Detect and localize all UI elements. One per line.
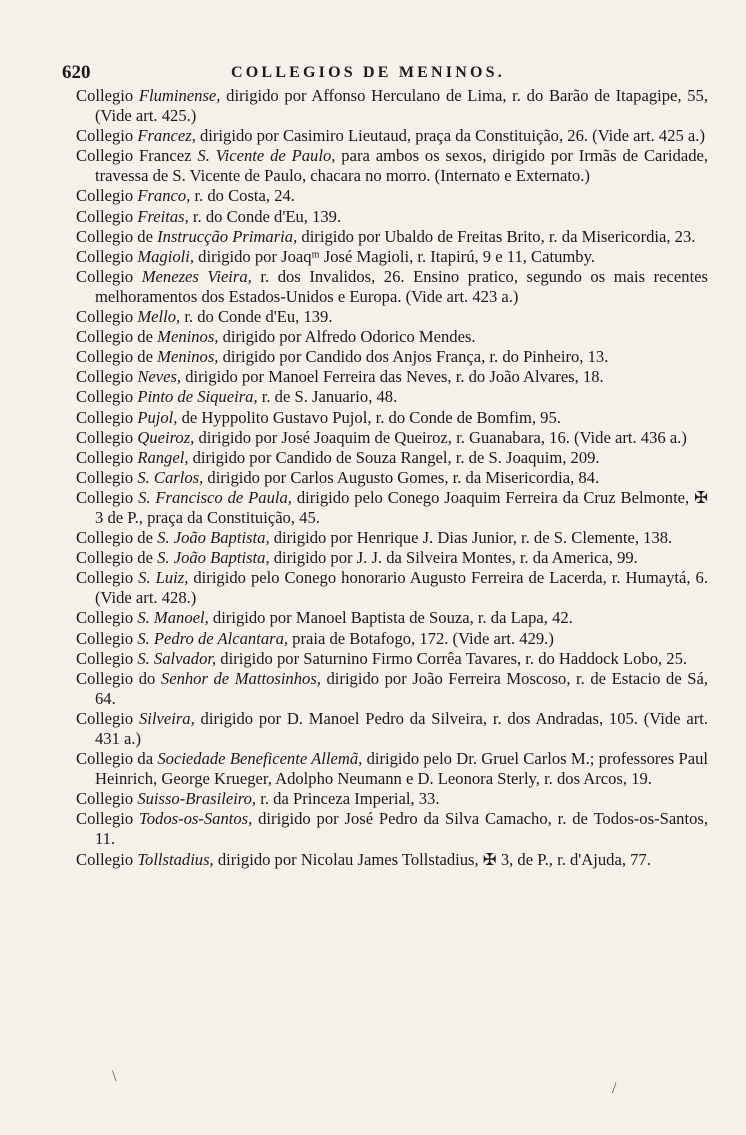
entry-details: dirigido por Alfredo Odorico Mendes. xyxy=(218,327,476,347)
entry-lead: Collegio xyxy=(76,648,138,668)
list-item xyxy=(76,327,708,347)
list-item xyxy=(76,86,708,126)
entry-name: S. João Baptista, xyxy=(157,548,270,568)
entry-details: dirigido por D. Manoel Pedro da Silveira, r. dos Andradas, 105. (Vide art. 431 a.) xyxy=(95,708,708,748)
entry-lead: Collegio xyxy=(76,628,138,648)
entry-lead: Collegio de xyxy=(76,327,158,347)
entry-details: dirigido por José Joaquim de Queiroz, r. Guanabara, 16. (Vide art. 436 a.) xyxy=(194,427,687,447)
entry-name: Franco, xyxy=(137,186,191,206)
entry-details: dirigido por Manoel Ferreira das Neves, r. do João Alvares, 18. xyxy=(181,367,604,387)
entry-lead: Collegio xyxy=(76,487,139,507)
entry-lead: Collegio xyxy=(76,809,140,829)
list-item xyxy=(76,568,708,608)
entry-details: r. dos Invalidos, 26. Ensino pratico, segundo os mais recentes melhoramentos dos Estados-Unidos e Europa. (Vide art. 423 a.) xyxy=(95,266,709,306)
entry-details: dirigido por Manoel Baptista de Souza, r. da Lapa, 42. xyxy=(208,608,573,628)
list-item xyxy=(76,428,708,448)
entry-name: S. Vicente de Paulo, xyxy=(197,146,336,166)
entry-name: Pujol, xyxy=(137,407,178,427)
stray-ink-mark: / xyxy=(612,1080,617,1097)
entry-details: r. de S. Januario, 48. xyxy=(257,387,398,407)
entry-lead: Collegio xyxy=(76,246,138,266)
stray-ink-mark: \ xyxy=(112,1068,117,1085)
entry-lead: Collegio xyxy=(76,266,142,286)
list-item xyxy=(76,408,708,428)
list-item xyxy=(76,207,708,227)
entry-lead: Collegio de xyxy=(76,347,158,367)
list-item xyxy=(76,468,708,488)
entry-details: dirigido por Ubaldo de Freitas Brito, r. da Misericordia, 23. xyxy=(297,226,696,246)
entry-lead: Collegio xyxy=(76,307,138,327)
entry-lead: Collegio xyxy=(76,427,138,447)
entry-details: dirigido por Nicolau James Tollstadius, ✠ 3, de P., r. d'Ajuda, 77. xyxy=(213,849,651,869)
list-item xyxy=(76,649,708,669)
entry-name: Todos-os-Santos, xyxy=(139,809,253,829)
entry-name: Sociedade Beneficente Allemã, xyxy=(157,749,363,769)
list-item xyxy=(76,528,708,548)
entry-details: dirigido pelo Dr. Gruel Carlos M.; professores Paul Heinrich, George Krueger, Adolpho Neumann e D. Leonora Sterly, r. dos Arcos, 19. xyxy=(95,749,708,789)
entry-name: Senhor de Mattosinhos, xyxy=(160,668,321,688)
entry-details: dirigido por Candido dos Anjos França, r. do Pinheiro, 13. xyxy=(218,347,609,367)
list-item xyxy=(76,448,708,468)
entry-name: Meninos, xyxy=(157,347,219,367)
entry-name: Instrucção Primaria, xyxy=(157,226,298,246)
list-item xyxy=(76,146,708,186)
entry-lead: Collegio xyxy=(76,126,138,146)
entry-lead: Collegio xyxy=(76,387,138,407)
entry-name: Suisso-Brasileiro, xyxy=(137,789,257,809)
list-item xyxy=(76,488,708,528)
entry-name: Freitas, xyxy=(137,206,189,226)
entry-details: dirigido pelo Conego Joaquim Ferreira da Cruz Belmonte, ✠ 3 de P., praça da Constituição, 45. xyxy=(95,487,708,527)
entry-lead: Collegio xyxy=(76,86,139,105)
list-item xyxy=(76,608,708,628)
list-item xyxy=(76,709,708,749)
entry-details: dirigido pelo Conego honorario Augusto Ferreira de Lacerda, r. Humaytá, 6. (Vide art. 428.) xyxy=(95,568,708,608)
entry-lead: Collegio xyxy=(76,789,138,809)
entry-name: Pinto de Siqueira, xyxy=(137,387,258,407)
entry-details: r. do Conde d'Eu, 139. xyxy=(180,307,333,327)
entry-details: dirigido por Candido de Souza Rangel, r. de S. Joaquim, 209. xyxy=(188,447,600,467)
entry-lead: Collegio xyxy=(76,206,138,226)
entry-name: S. Salvador, xyxy=(137,648,217,668)
entry-lead: Collegio da xyxy=(76,749,158,769)
entry-lead: Collegio xyxy=(76,849,138,869)
entry-lead: Collegio xyxy=(76,407,138,427)
entry-details: dirigido por Casimiro Lieutaud, praça da Constituição, 26. (Vide art. 425 a.) xyxy=(195,126,705,146)
entry-details: dirigido por Saturnino Firmo Corrêa Tavares, r. do Haddock Lobo, 25. xyxy=(216,648,688,668)
list-item xyxy=(76,669,708,709)
entry-details: dirigido por João Ferreira Moscoso, r. de Estacio de Sá, 64. xyxy=(95,668,709,708)
entry-name: S. João Baptista, xyxy=(157,528,270,548)
entry-details: para ambos os sexos, dirigido por Irmãs de Caridade, travessa de S. Vicente de Paulo, chacara no morro. (Internato e Externato.) xyxy=(95,146,709,186)
college-list xyxy=(76,86,708,870)
page-header xyxy=(62,54,708,84)
entry-details: dirigido por Carlos Augusto Gomes, r. da Misericordia, 84. xyxy=(203,467,600,487)
entry-name: S. Carlos, xyxy=(137,467,204,487)
entry-name: S. Luiz, xyxy=(138,568,189,588)
entry-details: r. da Princeza Imperial, 33. xyxy=(256,789,440,809)
entry-details: dirigido por J. J. da Silveira Montes, r. da America, 99. xyxy=(269,548,638,568)
list-item xyxy=(76,850,708,870)
list-item xyxy=(76,387,708,407)
entry-name: Queiroz, xyxy=(137,427,195,447)
entry-name: Meninos, xyxy=(157,327,219,347)
entry-lead: Collegio do xyxy=(76,668,161,688)
entry-details: dirigido por Henrique J. Dias Junior, r. de S. Clemente, 138. xyxy=(269,528,673,548)
entry-lead: Collegio xyxy=(76,568,139,588)
list-item xyxy=(76,548,708,568)
entry-name: Silveira, xyxy=(138,708,195,728)
entry-name: S. Francisco de Paula, xyxy=(138,487,292,507)
entry-name: S. Manoel, xyxy=(137,608,209,628)
entry-name: Menezes Vieira, xyxy=(141,266,252,286)
list-item xyxy=(76,749,708,789)
entry-details: r. do Conde d'Eu, 139. xyxy=(188,206,342,226)
entry-name: Fluminense, xyxy=(138,86,221,105)
entry-details: praia de Botafogo, 172. (Vide art. 429.) xyxy=(288,628,554,648)
entry-lead: Collegio xyxy=(76,447,138,467)
entry-lead: Collegio Francez xyxy=(76,146,198,166)
entry-lead: Collegio de xyxy=(76,226,158,246)
list-item xyxy=(76,267,708,307)
page-number: 620 xyxy=(62,62,91,83)
entry-name: Magioli, xyxy=(137,246,195,266)
list-item xyxy=(76,186,708,206)
entry-lead: Collegio xyxy=(76,367,138,387)
entry-name: Tollstadius, xyxy=(137,849,214,869)
list-item xyxy=(76,367,708,387)
entry-name: Neves, xyxy=(137,367,182,387)
running-head: COLLEGIOS DE MENINOS. xyxy=(231,64,505,81)
list-item xyxy=(76,629,708,649)
list-item xyxy=(76,347,708,367)
entry-name: Mello, xyxy=(137,307,181,327)
entry-lead: Collegio xyxy=(76,708,139,728)
entry-lead: Collegio xyxy=(76,467,138,487)
entry-details: r. do Costa, 24. xyxy=(190,186,295,206)
entry-name: Francez, xyxy=(137,126,196,146)
entry-details: dirigido por Affonso Herculano de Lima, r. do Barão de Itapagipe, 55, (Vide art. 425.) xyxy=(95,86,708,126)
list-item xyxy=(76,789,708,809)
entry-details: dirigido por Joaqᵐ José Magioli, r. Itapirú, 9 e 11, Catumby. xyxy=(194,246,595,266)
list-item xyxy=(76,809,708,849)
entry-name: Rangel, xyxy=(137,447,189,467)
entry-details: dirigido por José Pedro da Silva Camacho, r. de Todos-os-Santos, 11. xyxy=(95,809,708,849)
list-item xyxy=(76,126,708,146)
entry-lead: Collegio de xyxy=(76,528,158,548)
entry-details: de Hyppolito Gustavo Pujol, r. do Conde de Bomfim, 95. xyxy=(177,407,561,427)
entry-name: S. Pedro de Alcantara, xyxy=(137,628,289,648)
list-item xyxy=(76,227,708,247)
list-item xyxy=(76,307,708,327)
entry-lead: Collegio xyxy=(76,186,138,206)
list-item xyxy=(76,247,708,267)
entry-lead: Collegio xyxy=(76,608,138,628)
entry-lead: Collegio de xyxy=(76,548,158,568)
